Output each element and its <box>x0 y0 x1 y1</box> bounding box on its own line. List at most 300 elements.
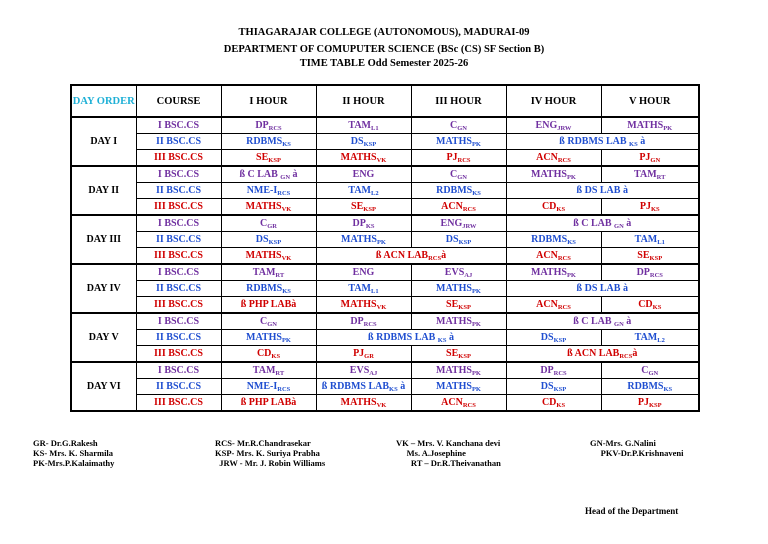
table-row <box>71 134 699 150</box>
table-row <box>71 395 699 412</box>
subject-cell <box>316 330 506 346</box>
subject-name: PJ <box>446 152 458 163</box>
subject-name: C <box>450 169 458 180</box>
subject-cell <box>221 264 316 281</box>
subject-name: SE <box>637 250 650 261</box>
faculty-code: KS <box>650 206 660 213</box>
faculty-code: GN <box>457 174 467 181</box>
subject-cell <box>601 248 699 265</box>
table-row <box>71 150 699 167</box>
faculty-code: KS <box>282 288 291 295</box>
subject-name: TAM <box>348 120 371 131</box>
subject-cell <box>506 379 601 395</box>
course-cell: III BSC.CS <box>136 248 221 265</box>
faculty-code: RT <box>656 174 666 181</box>
subject-cell <box>316 199 411 216</box>
faculty-code: VK <box>281 255 292 262</box>
subject-name: RDBMS <box>531 234 568 245</box>
legend-entry: JRW - Mr. J. Robin Williams <box>215 458 326 468</box>
lab-arrow: à <box>632 348 638 359</box>
subject-name: DS <box>255 234 269 245</box>
course-cell: II BSC.CS <box>136 183 221 199</box>
subject-name: C <box>450 120 458 131</box>
subject-cell <box>601 117 699 134</box>
subject-name: MATHS <box>245 201 282 212</box>
subject-cell <box>506 281 699 297</box>
faculty-code: RCS <box>268 125 282 132</box>
lab-arrow: à <box>623 218 632 229</box>
faculty-code: RCS <box>363 321 377 328</box>
subject-name: TAM <box>348 185 371 196</box>
table-row <box>71 264 699 281</box>
faculty-code: KS <box>282 141 291 148</box>
subject-name: TAM <box>252 365 276 376</box>
subject-cell <box>506 199 601 216</box>
faculty-code: RCS <box>277 386 291 393</box>
faculty-code: KS <box>556 402 566 409</box>
subject-cell <box>316 297 411 314</box>
subject-name: DP <box>350 316 364 327</box>
faculty-code: KS <box>365 223 375 230</box>
faculty-code: KS <box>271 353 281 360</box>
faculty-code: RCS <box>462 402 476 409</box>
faculty-code: JRW <box>557 125 572 132</box>
faculty-code: RCS <box>557 157 571 164</box>
course-cell: II BSC.CS <box>136 281 221 297</box>
subject-cell <box>506 264 601 281</box>
course-cell: I BSC.CS <box>136 166 221 183</box>
subject-name: TAM <box>348 283 371 294</box>
faculty-code: GN <box>614 321 624 328</box>
timetable <box>70 84 700 412</box>
subject-cell <box>316 395 411 412</box>
subject-name: RDBMS <box>436 185 473 196</box>
subject-name: C <box>260 218 268 229</box>
subject-name: TAM <box>634 332 658 343</box>
subject-cell <box>221 199 316 216</box>
faculty-code: PK <box>471 321 481 328</box>
subject-name: CD <box>638 299 653 310</box>
subject-name: MATHS <box>627 120 664 131</box>
subject-name: PJ <box>353 348 365 359</box>
faculty-code: PK <box>566 174 576 181</box>
subject-cell <box>506 248 601 265</box>
header-course: COURSE <box>136 85 221 117</box>
subject-name: MATHS <box>436 136 472 147</box>
subject-name: ENG <box>352 267 375 278</box>
table-row <box>71 117 699 134</box>
subject-name: ß RDBMS LAB <box>559 136 630 147</box>
faculty-code: GN <box>614 223 624 230</box>
header-hour-4: IV HOUR <box>506 85 601 117</box>
faculty-code: KSP <box>553 386 567 393</box>
subject-cell <box>221 215 316 232</box>
course-cell: III BSC.CS <box>136 150 221 167</box>
table-row <box>71 199 699 216</box>
faculty-code: L2 <box>371 190 379 197</box>
subject-name: EVS <box>444 267 465 278</box>
faculty-code: GN <box>650 157 661 164</box>
faculty-code: GN <box>267 321 277 328</box>
legend-group <box>590 438 683 458</box>
subject-name: ß DS LAB à <box>576 283 628 294</box>
lab-arrow: à <box>441 250 447 261</box>
subject-name: MATHS <box>245 250 282 261</box>
subject-name: MATHS <box>340 152 377 163</box>
subject-cell <box>601 362 699 379</box>
subject-cell <box>601 264 699 281</box>
subject-cell <box>316 248 506 265</box>
legend-entry: PKV-Dr.P.Krishnaveni <box>590 448 684 458</box>
subject-name: RDBMS <box>627 381 664 392</box>
subject-name: TAM <box>252 267 276 278</box>
subject-name: C <box>260 316 268 327</box>
subject-name: SE <box>446 348 459 359</box>
subject-name: DS <box>350 136 364 147</box>
table-row <box>71 248 699 265</box>
course-cell: I BSC.CS <box>136 264 221 281</box>
table-row <box>71 166 699 183</box>
faculty-code: RCS <box>649 272 663 279</box>
subject-name: ß PHP LABà <box>240 299 297 310</box>
subject-cell <box>221 346 316 363</box>
subject-name: PJ <box>639 152 651 163</box>
department-title: DEPARTMENT OF COMUPUTER SCIENCE (BSc (CS) SF Section B) <box>223 44 545 55</box>
faculty-code: RCS <box>462 206 476 213</box>
course-cell: III BSC.CS <box>136 395 221 412</box>
faculty-code: KSP <box>363 141 377 148</box>
subject-name: ACN <box>536 250 558 261</box>
subject-name: ACN <box>536 152 558 163</box>
faculty-code: KSP <box>458 304 471 311</box>
subject-name: DS <box>445 234 459 245</box>
subject-name: MATHS <box>246 332 282 343</box>
subject-cell <box>506 134 699 150</box>
subject-name: SE <box>351 201 364 212</box>
subject-name: PJ <box>637 397 649 408</box>
subject-cell <box>411 215 506 232</box>
subject-cell <box>221 232 316 248</box>
legend-entry: KS- Mrs. K. Sharmila <box>33 448 114 458</box>
legend-entry: GR- Dr.G.Rakesh <box>33 438 98 448</box>
faculty-code: KSP <box>458 353 471 360</box>
subject-cell <box>221 379 316 395</box>
faculty-code: KSP <box>268 239 282 246</box>
subject-cell <box>316 264 411 281</box>
subject-name: ENG <box>535 120 558 131</box>
subject-cell <box>316 379 411 395</box>
course-cell: III BSC.CS <box>136 346 221 363</box>
subject-cell <box>601 166 699 183</box>
subject-cell <box>221 183 316 199</box>
subject-name: PJ <box>639 201 651 212</box>
subject-cell <box>411 281 506 297</box>
timetable-body <box>71 117 699 411</box>
course-cell: I BSC.CS <box>136 362 221 379</box>
faculty-code: VK <box>376 304 387 311</box>
table-row <box>71 313 699 330</box>
day-order-cell: DAY IV <box>71 264 136 313</box>
course-cell: III BSC.CS <box>136 199 221 216</box>
subject-name: ß RDBMS LAB <box>368 332 438 343</box>
subject-name: EVS <box>349 365 370 376</box>
faculty-code: PK <box>471 288 481 295</box>
subject-cell <box>411 379 506 395</box>
table-row <box>71 330 699 346</box>
subject-name: MATHS <box>531 169 567 180</box>
faculty-code: KS <box>556 206 566 213</box>
subject-cell <box>506 232 601 248</box>
faculty-code: AJ <box>369 370 378 377</box>
subject-name: DS <box>540 381 554 392</box>
subject-name: MATHS <box>341 234 377 245</box>
table-row <box>71 379 699 395</box>
subject-cell <box>506 346 699 363</box>
subject-name: ß PHP LABà <box>240 397 297 408</box>
lab-arrow: à <box>290 169 298 180</box>
subject-name: MATHS <box>436 283 472 294</box>
legend-entry: PK-Mrs.P.Kalaimathy <box>33 458 115 468</box>
subject-cell <box>411 183 506 199</box>
faculty-code: PK <box>471 141 481 148</box>
subject-name: CD <box>541 201 557 212</box>
subject-name: ß C LAB <box>573 316 615 327</box>
subject-name: MATHS <box>340 397 377 408</box>
subject-cell <box>221 150 316 167</box>
faculty-code: PK <box>376 239 386 246</box>
faculty-code: RCS <box>277 190 291 197</box>
subject-name: MATHS <box>340 299 377 310</box>
subject-cell <box>316 281 411 297</box>
legend-group <box>396 438 501 468</box>
day-order-cell: DAY V <box>71 313 136 362</box>
table-row <box>71 362 699 379</box>
subject-name: DS <box>540 332 554 343</box>
subject-name: DP <box>540 365 554 376</box>
subject-cell <box>316 166 411 183</box>
faculty-code: RCS <box>557 304 571 311</box>
lab-arrow: à <box>623 316 632 327</box>
faculty-code: RT <box>275 272 285 279</box>
faculty-code: KSP <box>363 206 376 213</box>
subject-cell <box>506 166 601 183</box>
faculty-code: PK <box>471 386 481 393</box>
faculty-code: GN <box>648 370 659 377</box>
faculty-code: VK <box>281 206 292 213</box>
subject-cell <box>601 330 699 346</box>
faculty-code: KS <box>389 386 398 393</box>
subject-cell <box>411 150 506 167</box>
day-order-cell: DAY III <box>71 215 136 264</box>
subject-name: MATHS <box>531 267 567 278</box>
subject-name: ß ACN LAB <box>567 348 620 359</box>
lab-arrow: à <box>637 136 646 147</box>
faculty-code: KS <box>652 304 662 311</box>
faculty-code: JRW <box>462 223 477 230</box>
subject-cell <box>221 166 316 183</box>
subject-cell <box>316 313 411 330</box>
subject-cell <box>221 313 316 330</box>
subject-cell <box>316 134 411 150</box>
subject-cell <box>221 134 316 150</box>
header-hour-2: II HOUR <box>316 85 411 117</box>
header-hour-3: III HOUR <box>411 85 506 117</box>
subject-cell <box>221 117 316 134</box>
subject-cell <box>506 150 601 167</box>
subject-name: ß RDBMS LAB <box>321 381 390 392</box>
subject-cell <box>411 117 506 134</box>
subject-cell <box>221 281 316 297</box>
subject-name: MATHS <box>436 365 472 376</box>
legend-entry: VK – Mrs. V. Kanchana devi <box>396 438 501 448</box>
course-cell: I BSC.CS <box>136 117 221 134</box>
faculty-code: GN <box>280 174 291 181</box>
subject-cell <box>316 117 411 134</box>
subject-name: NME-I <box>246 185 278 196</box>
faculty-code: GN <box>457 125 467 132</box>
subject-cell <box>411 297 506 314</box>
college-title: THIAGARAJAR COLLEGE (AUTONOMOUS), MADURAI-09 <box>238 27 530 38</box>
course-cell: I BSC.CS <box>136 313 221 330</box>
faculty-code: KSP <box>649 255 663 262</box>
subject-cell <box>411 313 506 330</box>
day-order-cell: DAY VI <box>71 362 136 411</box>
faculty-code: GR <box>364 353 374 360</box>
subject-cell <box>506 330 601 346</box>
subject-cell <box>411 395 506 412</box>
subject-name: NME-I <box>246 381 278 392</box>
subject-cell <box>221 297 316 314</box>
faculty-code: KS <box>629 141 638 148</box>
faculty-code: RCS <box>619 353 633 360</box>
subject-cell <box>601 379 699 395</box>
subject-name: TAM <box>634 169 657 180</box>
legend-entry: KSP- Mrs. K. Suriya Prabha <box>215 448 320 458</box>
subject-cell <box>316 346 411 363</box>
faculty-code: RCS <box>428 255 442 262</box>
subject-cell <box>221 362 316 379</box>
subject-name: SE <box>446 299 459 310</box>
subject-cell <box>316 232 411 248</box>
subject-cell <box>601 199 699 216</box>
subject-cell <box>506 362 601 379</box>
subject-name: ENG <box>440 218 463 229</box>
subject-name: ACN <box>441 397 463 408</box>
faculty-code: GR <box>267 223 277 230</box>
subject-cell <box>601 232 699 248</box>
subject-name: DP <box>352 218 366 229</box>
faculty-code: KSP <box>268 157 281 164</box>
subject-name: RDBMS <box>246 283 283 294</box>
header-hour-1: I HOUR <box>221 85 316 117</box>
faculty-code: PK <box>566 272 576 279</box>
subject-cell <box>601 395 699 412</box>
subject-cell <box>411 264 506 281</box>
subject-cell <box>316 150 411 167</box>
subject-cell <box>316 183 411 199</box>
subject-cell <box>411 199 506 216</box>
subject-name: ß C LAB <box>239 169 281 180</box>
faculty-code: KS <box>663 386 673 393</box>
subject-cell <box>221 395 316 412</box>
subject-cell <box>411 232 506 248</box>
table-row <box>71 346 699 363</box>
subject-cell <box>411 346 506 363</box>
subject-name: ß C LAB <box>573 218 615 229</box>
timetable-title: TIME TABLE Odd Semester 2025-26 <box>299 58 469 69</box>
subject-cell <box>411 166 506 183</box>
faculty-code: RCS <box>557 255 571 262</box>
subject-name: ß DS LAB à <box>576 185 628 196</box>
faculty-code: VK <box>376 157 387 164</box>
legend-entry: GN-Mrs. G.Nalini <box>590 438 656 448</box>
faculty-code: L1 <box>371 288 379 295</box>
timetable-header-row <box>71 85 699 117</box>
subject-name: TAM <box>634 234 658 245</box>
day-order-cell: DAY II <box>71 166 136 215</box>
subject-cell <box>601 297 699 314</box>
hod-signature-label: Head of the Department <box>585 506 679 516</box>
day-order-cell: DAY I <box>71 117 136 166</box>
faculty-code: RCS <box>457 157 471 164</box>
subject-name: ENG <box>352 169 375 180</box>
faculty-code: KS <box>437 337 447 344</box>
faculty-code: PK <box>281 337 291 344</box>
legend-group <box>33 438 114 468</box>
course-cell: II BSC.CS <box>136 330 221 346</box>
lab-arrow: à <box>397 381 406 392</box>
legend-group <box>215 438 325 468</box>
subject-cell <box>506 215 699 232</box>
subject-name: MATHS <box>436 381 472 392</box>
subject-name: CD <box>256 348 272 359</box>
faculty-code: RT <box>275 370 285 377</box>
faculty-code: KSP <box>458 239 472 246</box>
faculty-code: VK <box>376 402 387 409</box>
faculty-code: L1 <box>371 125 379 132</box>
subject-cell <box>316 215 411 232</box>
subject-name: ACN <box>536 299 558 310</box>
subject-name: DP <box>636 267 650 278</box>
table-row <box>71 183 699 199</box>
table-row <box>71 297 699 314</box>
legend-entry: RT – Dr.R.Theivanathan <box>396 458 501 468</box>
header-hour-5: V HOUR <box>601 85 699 117</box>
subject-name: ß ACN LAB <box>375 250 429 261</box>
subject-name: CD <box>541 397 557 408</box>
subject-cell <box>221 248 316 265</box>
subject-name: DP <box>255 120 269 131</box>
faculty-code: L2 <box>657 337 665 344</box>
faculty-code: AJ <box>464 272 473 279</box>
course-cell: II BSC.CS <box>136 134 221 150</box>
course-cell: II BSC.CS <box>136 232 221 248</box>
faculty-code: KS <box>567 239 576 246</box>
subject-name: C <box>641 365 649 376</box>
subject-name: MATHS <box>436 316 472 327</box>
header-day-order: DAY ORDER <box>71 85 136 117</box>
faculty-code: PK <box>471 370 481 377</box>
subject-cell <box>506 183 699 199</box>
course-cell: III BSC.CS <box>136 297 221 314</box>
faculty-code: PK <box>663 125 673 132</box>
faculty-code: KSP <box>553 337 567 344</box>
legend-entry: Ms. A.Josephine <box>396 448 466 458</box>
subject-cell <box>506 313 699 330</box>
subject-cell <box>411 362 506 379</box>
subject-cell <box>506 117 601 134</box>
faculty-code: L1 <box>657 239 665 246</box>
